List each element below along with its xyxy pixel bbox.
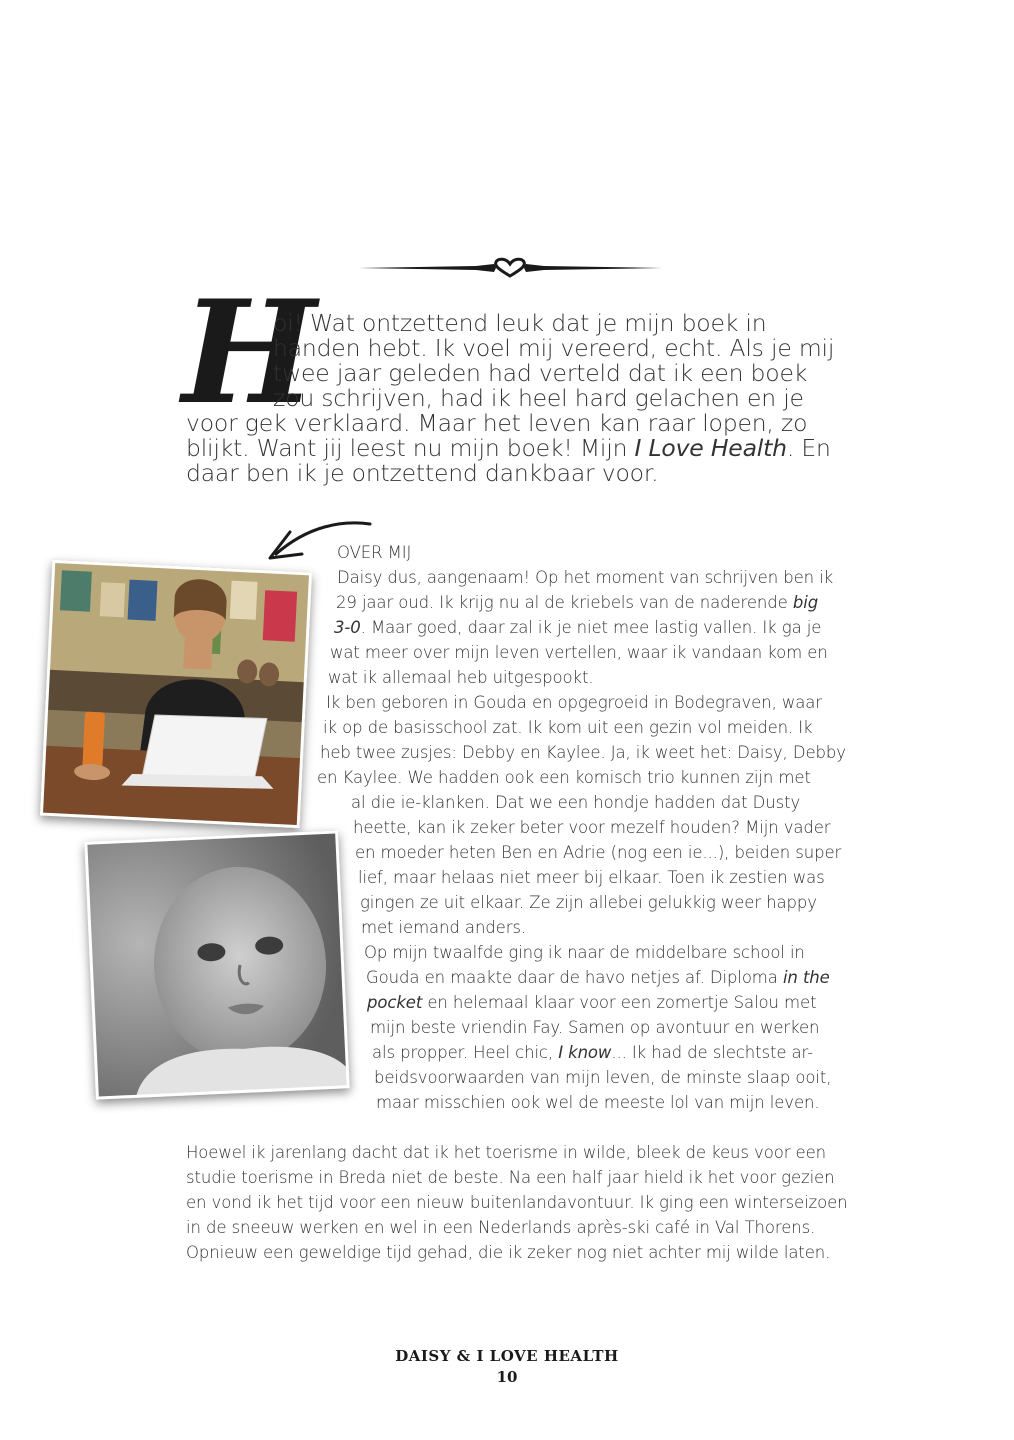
body-line: lief, maar helaas niet meer bij elkaar. Toen ik zestien was (358, 868, 825, 887)
body-line: Op mijn twaalfde ging ik naar de middelbare school in (364, 943, 805, 962)
intro-line: voor gek verklaard. Maar het leven kan raar lopen, zo (186, 409, 808, 437)
book-title: I Love Health (634, 434, 787, 462)
drop-cap: H (182, 270, 317, 436)
closing-line: in de sneeuw werken en wel in een Nederlands après-ski café in Val Thorens. (186, 1218, 816, 1237)
heart-divider-icon (356, 256, 664, 280)
body-line: ik op de basisschool zat. Ik kom uit een gezin vol meiden. Ik (323, 718, 813, 737)
intro-line: zou schrijven, had ik heel hard gelachen en je (273, 384, 804, 412)
body-line: mijn beste vriendin Fay. Samen op avontuur en werken (370, 1018, 820, 1037)
body-line: 3-0. Maar goed, daar zal ik je niet mee lastig vallen. Ik ga je (334, 618, 822, 637)
section-heading: OVER MIJ (337, 543, 412, 562)
body-line: beidsvoorwaarden van mijn leven, de minste slaap ooit, (374, 1068, 832, 1087)
closing-line: Hoewel ik jarenlang dacht dat ik het toerisme in wilde, bleek de keus voor een (186, 1143, 826, 1162)
body-line: Ik ben geboren in Gouda en opgegroeid in Bodegraven, waar (326, 693, 822, 712)
body-line: wat meer over mijn leven vertellen, waar ik vandaan kom en (330, 643, 828, 662)
body-line: met iemand anders. (361, 918, 527, 937)
body-line: Gouda en maakte daar de havo netjes af. Diploma in the (366, 968, 830, 987)
closing-line: studie toerisme in Breda niet de beste. Na een half jaar hield ik het voor gezien (186, 1168, 835, 1187)
baby-photo (84, 830, 349, 1099)
body-line: wat ik allemaal heb uitgespookt. (328, 668, 594, 687)
body-line: als propper. Heel chic, I know... Ik had de slechtste ar- (372, 1043, 814, 1062)
body-line: heette, kan ik zeker beter voor mezelf houden? Mijn vader (353, 818, 831, 837)
body-line: Daisy dus, aangenaam! Op het moment van schrijven ben ik (337, 568, 834, 587)
body-line: en moeder heten Ben en Adrie (nog een ie...), beiden super (355, 843, 842, 862)
closing-line: Opnieuw een geweldige tijd gehad, die ik zeker nog niet achter mij wilde laten. (186, 1243, 831, 1262)
body-line: maar misschien ook wel de meeste lol van mijn leven. (376, 1093, 820, 1112)
body-line: 29 jaar oud. Ik krijg nu al de kriebels van de naderende big (336, 593, 819, 612)
page-number: 10 (496, 1368, 518, 1386)
cafe-photo (40, 560, 312, 828)
body-line: gingen ze uit elkaar. Ze zijn allebei gelukkig weer happy (360, 893, 817, 912)
body-line: pocket en helemaal klaar voor een zomertje Salou met (367, 993, 817, 1012)
intro-line: oi! Wat ontzettend leuk dat je mijn boek in (273, 309, 767, 337)
intro-line: blijkt. Want jij leest nu mijn boek! Mijn I Love Health. En (186, 434, 831, 462)
intro-line: daar ben ik je ontzettend dankbaar voor. (186, 459, 659, 487)
intro-line: handen hebt. Ik voel mij vereerd, echt. Als je mij (273, 334, 835, 362)
body-line: en Kaylee. We hadden ook een komisch trio kunnen zijn met (317, 768, 811, 787)
closing-line: en vond ik het tijd voor een nieuw buitenlandavontuur. Ik ging een winterseizoen (186, 1193, 848, 1212)
intro-line: twee jaar geleden had verteld dat ik een boek (273, 359, 808, 387)
running-footer: DAISY & I LOVE HEALTH (395, 1347, 619, 1365)
body-line: al die ie-klanken. Dat we een hondje hadden dat Dusty (351, 793, 801, 812)
body-line: heb twee zusjes: Debby en Kaylee. Ja, ik weet het: Daisy, Debby (320, 743, 846, 762)
